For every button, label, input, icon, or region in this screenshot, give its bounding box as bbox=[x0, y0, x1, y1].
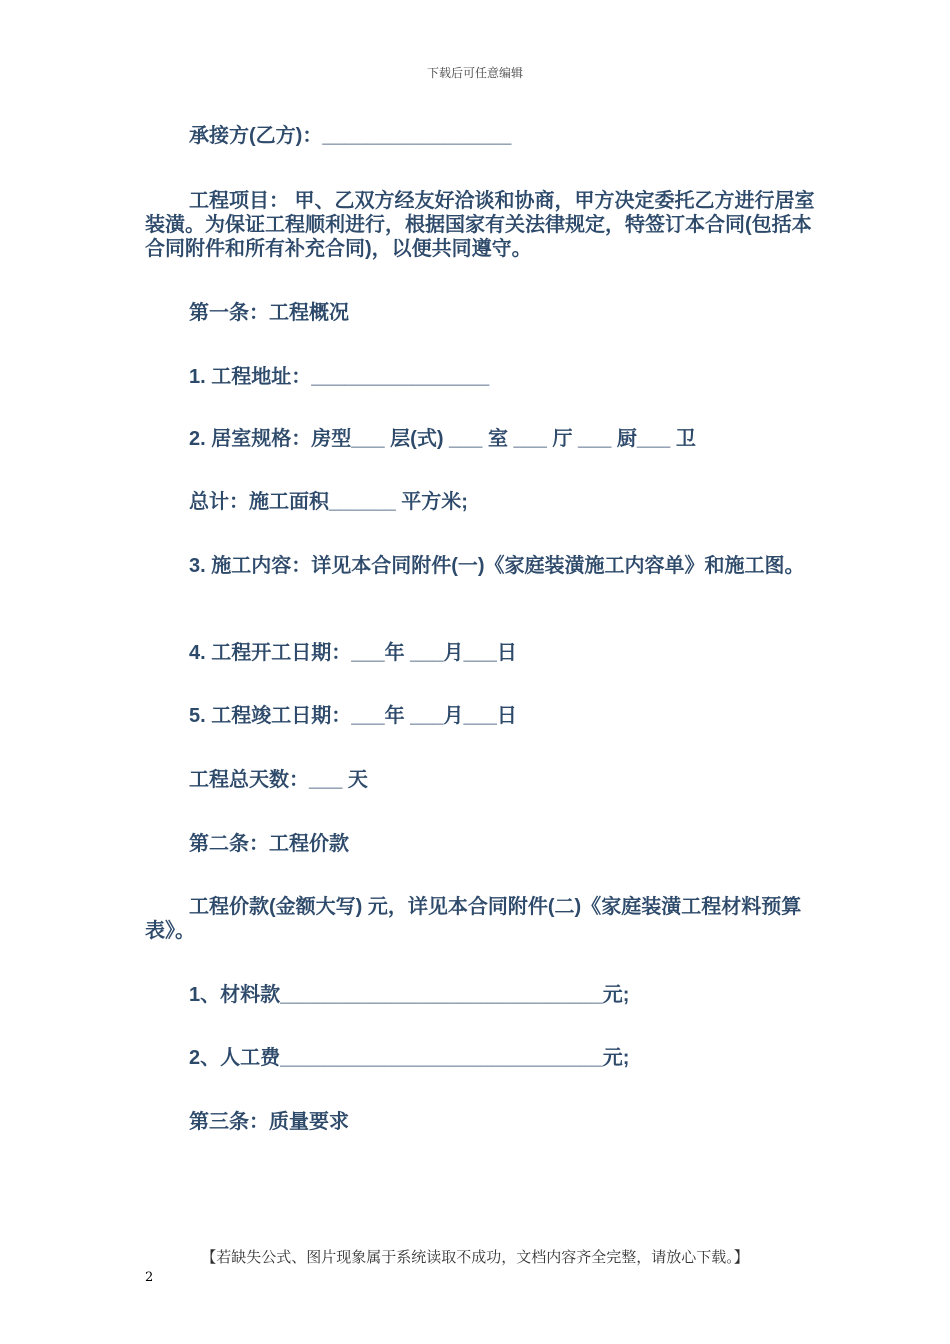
article-3-title: 第三条：质量要求 bbox=[189, 1111, 349, 1133]
page-header: 下载后可任意编辑 bbox=[426, 66, 523, 80]
price-description-paragraph: 工程价款(金额大写) 元，详见本合同附件(二)《家庭装潢工程材料预算表》。 bbox=[145, 896, 802, 942]
footer-note: 【若缺失公式、图片现象属于系统读取不成功，文档内容齐全完整，请放心下载。】 bbox=[201, 1248, 749, 1266]
start-date-line: 4. 工程开工日期：___年 ___月___日 bbox=[189, 642, 517, 664]
total-area-line: 总计：施工面积______ 平方米; bbox=[189, 491, 468, 513]
total-days-line: 工程总天数：___ 天 bbox=[189, 769, 368, 791]
project-intro-paragraph: 工程项目： 甲、乙双方经友好洽谈和协商，甲方决定委托乙方进行居室装潢。为保证工程顺利进行，根据国家有关法律规定，特签订本合同(包括本合同附件和所有补充合同)，以便共同遵守。 bbox=[145, 190, 815, 260]
room-specs-line: 2. 居室规格：房型___ 层(式) ___ 室 ___ 厅 ___ 厨___ 卫 bbox=[189, 428, 696, 450]
project-address-line: 1. 工程地址：________________ bbox=[189, 366, 490, 388]
labor-cost-line: 2、人工费_____________________________元; bbox=[189, 1047, 630, 1069]
contractor-line: 承接方(乙方)：_________________ bbox=[189, 125, 512, 147]
material-cost-line: 1、材料款_____________________________元; bbox=[189, 984, 630, 1006]
page-number: 2 bbox=[145, 1270, 154, 1285]
article-2-title: 第二条：工程价款 bbox=[189, 833, 349, 855]
construction-content-paragraph: 3. 施工内容：详见本合同附件(一)《家庭装潢施工内容单》和施工图。 bbox=[189, 555, 805, 577]
article-1-title: 第一条：工程概况 bbox=[189, 302, 349, 324]
end-date-line: 5. 工程竣工日期：___年 ___月___日 bbox=[189, 705, 517, 727]
